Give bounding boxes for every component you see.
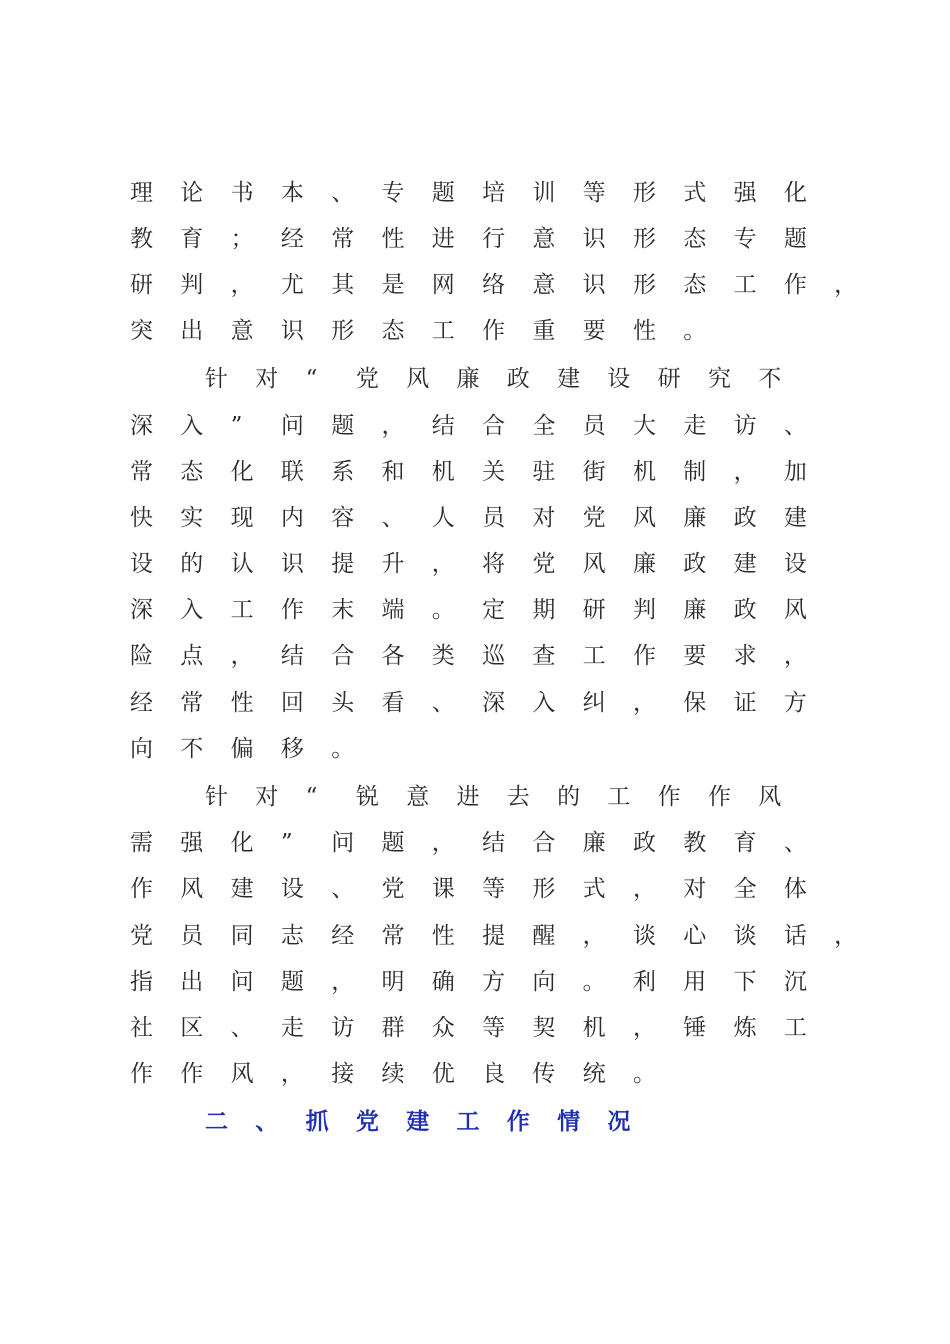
text-line: 研 判 ， 尤 其 是 网 络 意 识 形 态 工 作 ，: [130, 272, 858, 298]
text-line: 常 态 化 联 系 和 机 关 驻 街 机 制 ， 加: [130, 459, 807, 485]
text-line: 社 区 、 走 访 群 众 等 契 机 ， 锤 炼 工: [130, 1015, 807, 1041]
text-line: 经 常 性 回 头 看 、 深 入 纠 ， 保 证 方: [130, 690, 807, 716]
text-line: 指 出 问 题 ， 明 确 方 向 。 利 用 下 沉: [130, 969, 807, 995]
text-line: 党 员 同 志 经 常 性 提 醒 ， 谈 心 谈 话 ，: [130, 923, 858, 949]
section-heading: 二 、 抓 党 建 工 作 情 况: [205, 1109, 631, 1135]
text-line: 快 实 现 内 容 、 人 员 对 党 风 廉 政 建: [130, 505, 807, 531]
text-line: 深 入 ” 问 题 ， 结 合 全 员 大 走 访 、: [130, 413, 807, 439]
text-line: 深 入 工 作 末 端 。 定 期 研 判 廉 政 风: [130, 597, 807, 623]
text-line: 险 点 ， 结 合 各 类 巡 查 工 作 要 求 ，: [130, 643, 807, 669]
text-line: 理 论 书 本 、 专 题 培 训 等 形 式 强 化: [130, 180, 807, 206]
text-line: 针 对 “ 锐 意 进 去 的 工 作 作 风: [205, 784, 782, 810]
text-line: 教 育 ； 经 常 性 进 行 意 识 形 态 专 题: [130, 226, 807, 252]
text-line: 需 强 化 ” 问 题 ， 结 合 廉 政 教 育 、: [130, 830, 807, 856]
text-line: 突 出 意 识 形 态 工 作 重 要 性 。: [130, 318, 707, 344]
text-line: 作 风 建 设 、 党 课 等 形 式 ， 对 全 体: [130, 876, 807, 902]
text-line: 向 不 偏 移 。: [130, 736, 355, 762]
text-line: 针 对 “ 党 风 廉 政 建 设 研 究 不: [205, 366, 782, 392]
text-line: 设 的 认 识 提 升 ， 将 党 风 廉 政 建 设: [130, 551, 807, 577]
text-line: 作 作 风 ， 接 续 优 良 传 统 。: [130, 1061, 656, 1087]
